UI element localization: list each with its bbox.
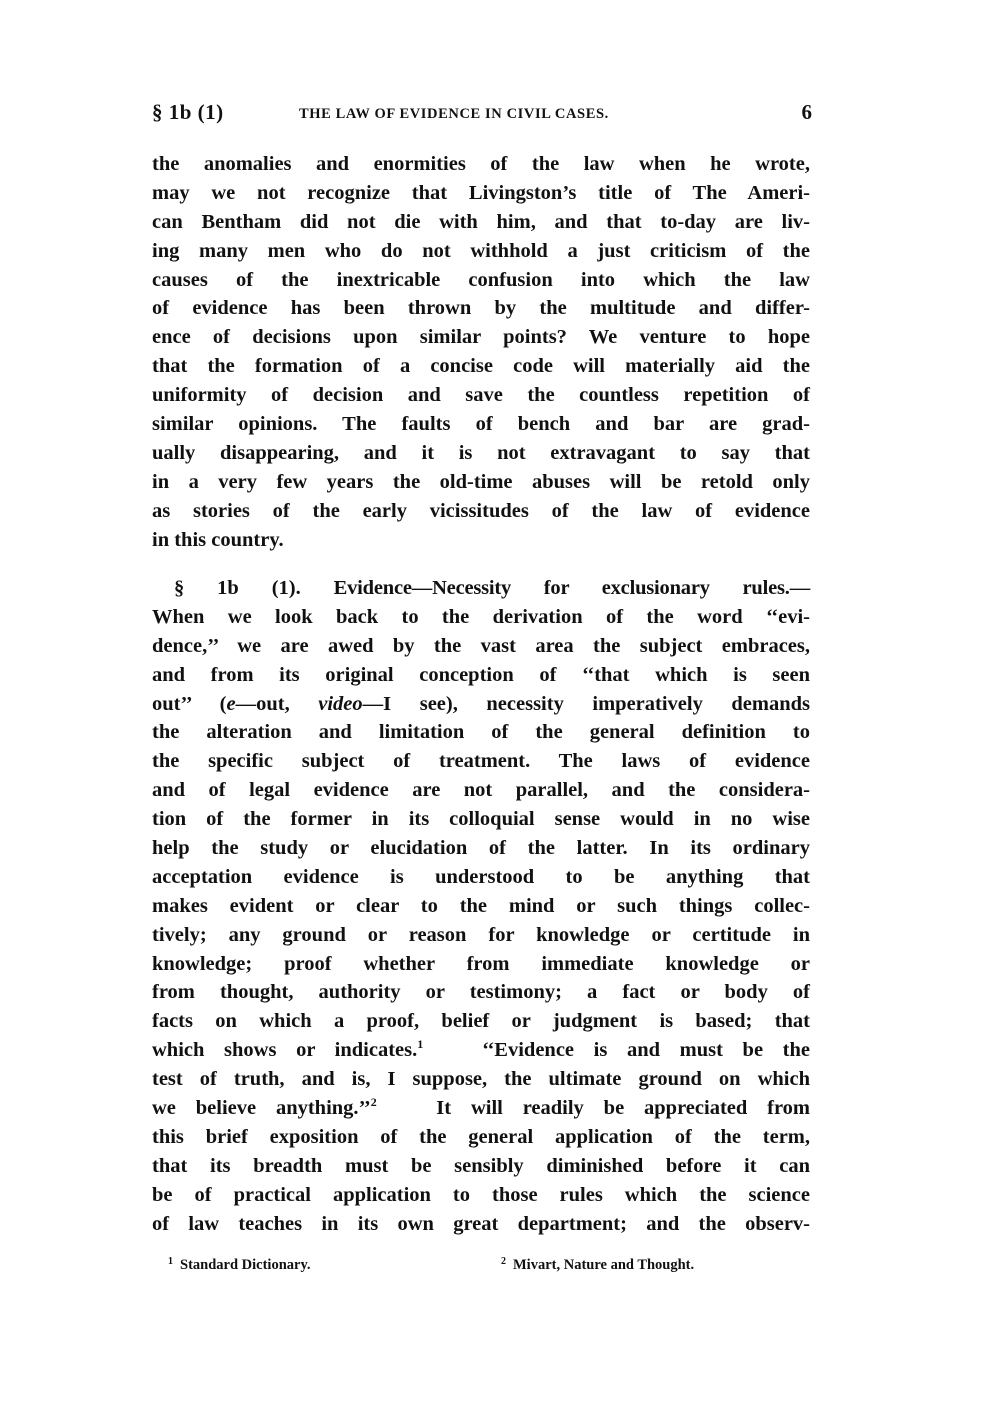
section-title: Evidence—Necessity for exclusionary rules.— [333,577,810,599]
text-line: that the formation of a concise code will materially aid the [152,355,810,378]
italic-term: e [226,692,236,715]
text-line: tively; any ground or reason for knowledge or certitude in [152,923,810,946]
text-line: in this country. [152,528,284,551]
text-fragment: —out, [235,692,319,715]
text-line: facts on which a proof, belief or judgment is based; that [152,1010,810,1033]
text-line: can Bentham did not die with him, and that to-day are liv- [152,210,810,233]
text-line: similar opinions. The faults of bench and bar are grad- [152,413,810,436]
text-line: tion of the former in its colloquial sense would in no wise [152,808,810,831]
text-line: acceptation evidence is understood to be anything that [152,865,810,888]
footnote-marker: 1 [168,1256,173,1267]
text-line: be of practical application to those rules which the science [152,1183,810,1206]
footnote-ref-2[interactable]: 2 [370,1095,377,1110]
text-fragment: which shows or indicates. [152,1039,418,1062]
text-line: of law teaches in its own great department; and the observ- [152,1212,810,1235]
text-fragment: ‘‘Evidence is and must be the [482,1039,811,1062]
text-fragment: ’’ [358,1097,371,1120]
text-line: the specific subject of treatment. The laws of evidence [152,750,810,773]
paragraph-continuation [152,150,810,554]
running-head [152,100,812,130]
text-line [152,1094,810,1123]
text-line: this brief exposition of the general application of the term, [152,1125,810,1148]
text-line: uniformity of decision and save the countless repetition of [152,384,810,407]
text-fragment: we believe anything. [152,1097,359,1120]
footnote-text: Standard Dictionary. [180,1257,311,1273]
text-line: of evidence has been thrown by the multitude and differ- [152,297,810,320]
text-line: from thought, authority or testimony; a fact or body of [152,981,810,1004]
text-fragment: out’’ ( [152,692,227,715]
section-number: § 1b (1). [174,577,301,599]
text-line: causes of the inextricable confusion into which the law [152,268,810,291]
text-line: may we not recognize that Livingston’s title of The Ameri- [152,181,810,204]
text-line: dence,’’ we are awed by the vast area the subject embraces, [152,634,810,657]
text-line [152,690,810,719]
text-line: and from its original conception of ‘‘that which is seen [152,663,810,686]
footnote-marker: 2 [501,1256,506,1267]
text-line: ing many men who do not withhold a just criticism of the [152,239,810,262]
text-line: knowledge; proof whether from immediate knowledge or [152,952,810,975]
running-head-section: § 1b (1) [152,100,224,124]
text-line: in a very few years the old-time abuses will be retold only [152,470,810,493]
text-fragment: —I see), necessity imperatively demands [362,692,810,715]
page-number: 6 [801,100,812,124]
text-line: help the study or elucidation of the latter. In its ordinary [152,837,810,860]
italic-term: video [318,692,363,715]
text-line [152,1036,810,1065]
text-line: as stories of the early vicissitudes of the law of evidence [152,499,810,522]
text-line: and of legal evidence are not parallel, and the considera- [152,779,810,802]
text-line: that its breadth must be sensibly diminished before it can [152,1154,810,1177]
running-head-title: THE LAW OF EVIDENCE IN CIVIL CASES. [299,106,609,122]
text-line: ually disappearing, and it is not extravagant to say that [152,441,810,464]
text-line: ence of decisions upon similar points? We venture to hope [152,326,810,349]
section-heading [152,574,810,603]
text-line: the anomalies and enormities of the law when he wrote, [152,153,810,175]
text-line: makes evident or clear to the mind or such things collec- [152,894,810,917]
footnotes [168,1257,788,1281]
text-line: the alteration and limitation of the general definition to [152,721,810,744]
footnote-1 [168,1257,311,1274]
text-line: test of truth, and is, I suppose, the ultimate ground on which [152,1068,810,1091]
footnote-ref-1[interactable]: 1 [417,1037,424,1052]
footnote-text: Mivart, Nature and Thought. [513,1257,695,1273]
text-fragment: It will readily be appreciated from [436,1097,811,1120]
text-line: When we look back to the derivation of the word ‘‘evi- [152,605,810,628]
footnote-2 [501,1257,694,1274]
section-1b1 [152,574,810,1238]
